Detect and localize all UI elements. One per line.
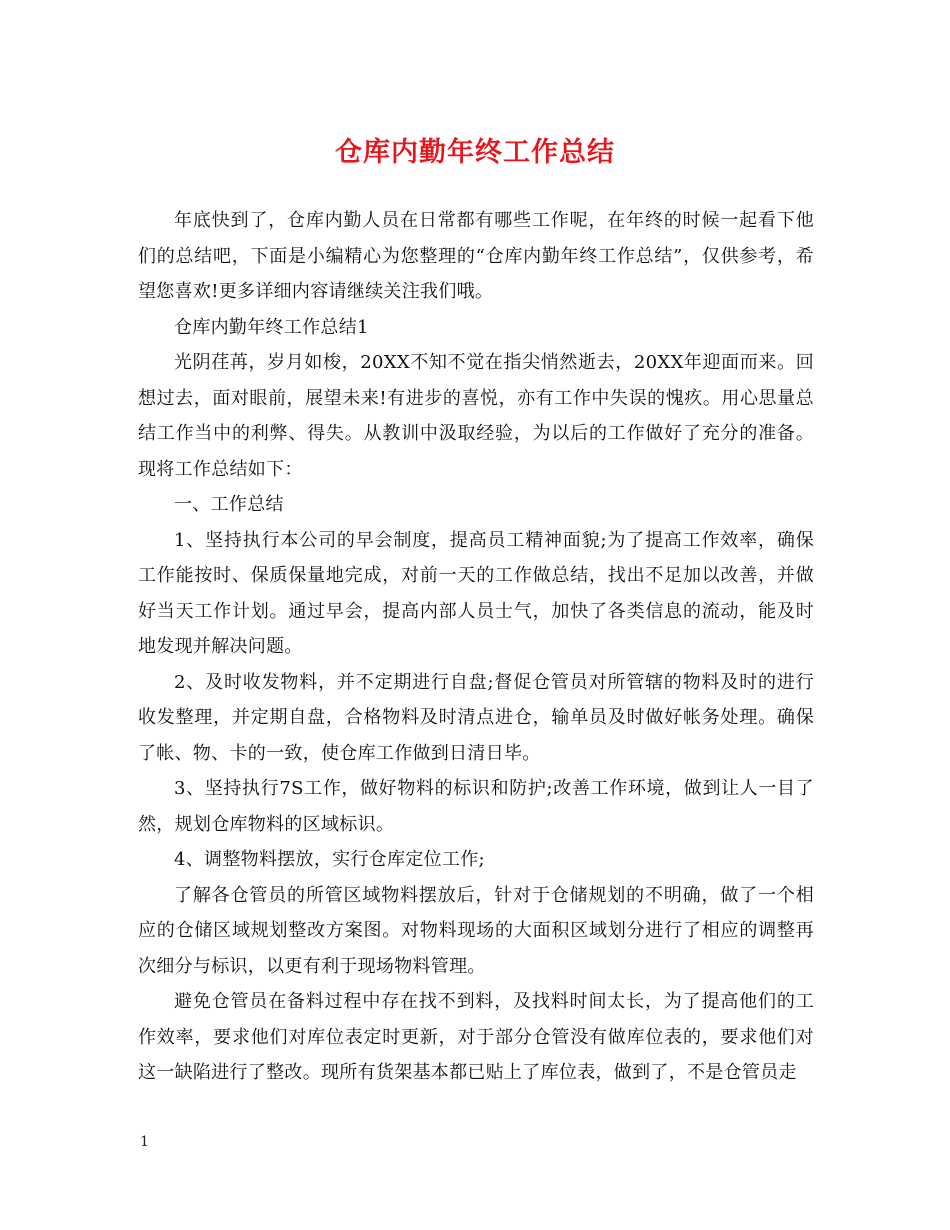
section-heading-work-summary: 一、工作总结: [174, 494, 284, 515]
body-paragraph: 了解各仓管员的所管区域物料摆放后，针对于仓储规划的不明确，做了一个相应的仓储区域规划整改方案图。对物料现场的大面积区域划分进行了相应的调整再次细分与标识，以更有利于现场物料管理。: [138, 884, 814, 977]
page-number: 1: [140, 1134, 149, 1150]
intro-paragraph: 年底快到了，仓库内勤人员在日常都有哪些工作呢，在年终的时候一起看下他们的总结吧，下面是小编精心为您整理的“仓库内勤年终工作总结”，仅供参考，希望您喜欢!更多详细内容请继续关注我们哦。: [138, 210, 814, 302]
document-title: 仓库内勤年终工作总结: [335, 137, 615, 168]
body-paragraph: 光阴荏苒，岁月如梭，20XX不知不觉在指尖悄然逝去，20XX年迎面而来。回想过去，面对眼前，展望未来!有进步的喜悦，亦有工作中失误的愧疚。用心思量总结工作当中的利弊、得失。从教训中汲取经验，为以后的工作做好了充分的准备。现将工作总结如下：: [138, 352, 814, 480]
list-item-1: 1、坚持执行本公司的早会制度，提高员工精神面貌;为了提高工作效率，确保工作能按时、保质保量地完成，对前一天的工作做总结，找出不足加以改善，并做好当天工作计划。通过早会，提高内部人员士气，加快了各类信息的流动，能及时地发现并解决问题。: [138, 529, 814, 657]
list-item-4: 4、调整物料摆放，实行仓库定位工作;: [174, 849, 485, 870]
document-body: [138, 203, 814, 1091]
body-paragraph: 避免仓管员在备料过程中存在找不到料，及找料时间太长，为了提高他们的工作效率，要求他们对库位表定时更新，对于部分仓管没有做库位表的，要求他们对这一缺陷进行了整改。现所有货架基本都已贴上了库位表，做到了，不是仓管员走: [138, 991, 814, 1083]
list-item-3: 3、坚持执行7S工作，做好物料的标识和防护;改善工作环境，做到让人一目了然，规划仓库物料的区域标识。: [138, 778, 814, 835]
section-heading-summary-1: 仓库内勤年终工作总结1: [174, 316, 369, 338]
list-item-2: 2、及时收发物料，并不定期进行自盘;督促仓管员对所管辖的物料及时的进行收发整理，并定期自盘，合格物料及时清点进仓，输单员及时做好帐务处理。确保了帐、物、卡的一致，使仓库工作做到日清日毕。: [138, 671, 814, 764]
